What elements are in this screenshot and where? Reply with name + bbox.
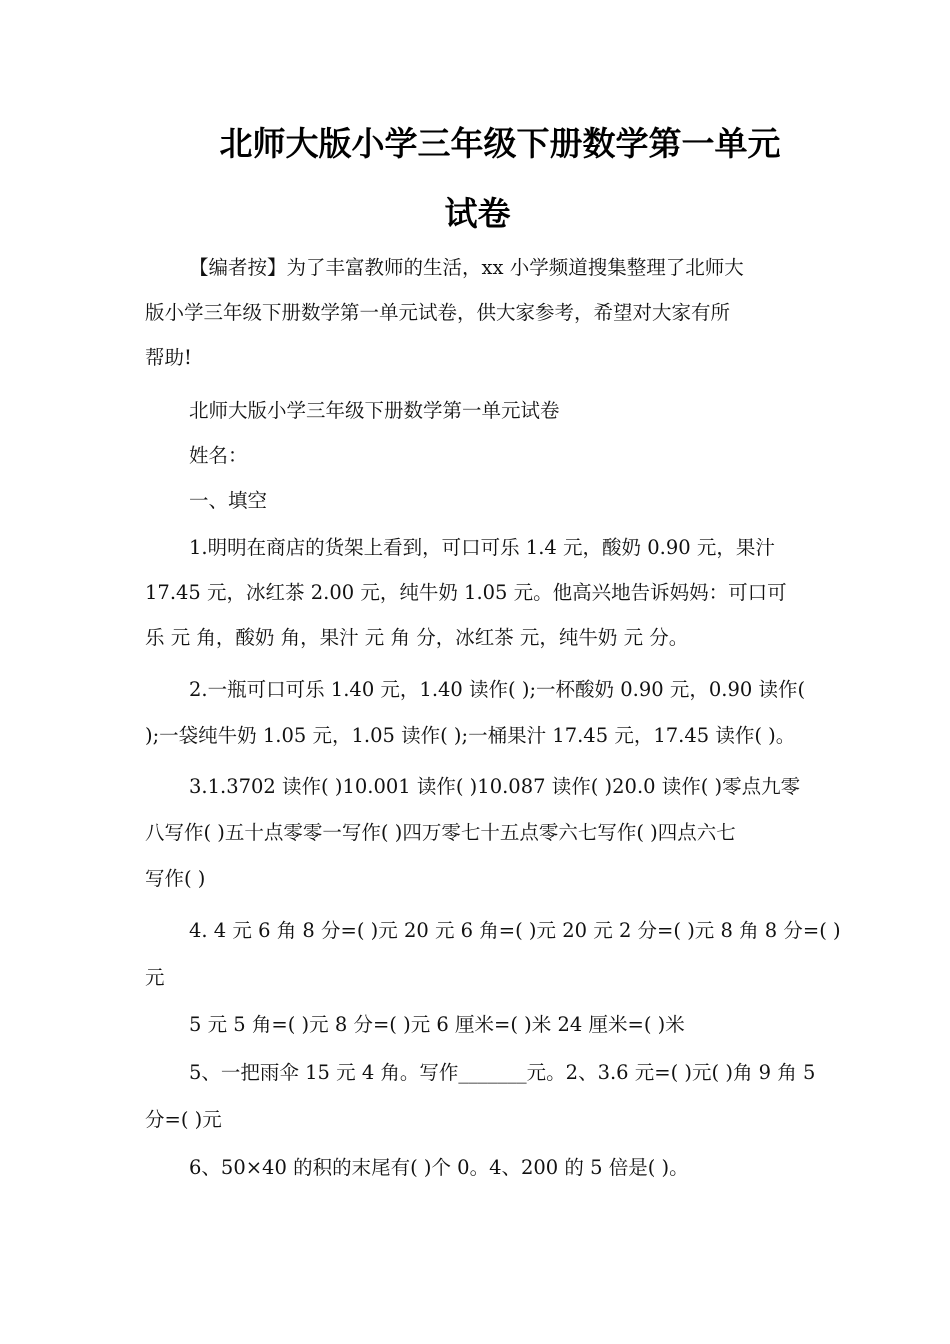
question-1-line-2: 17.45 元，冰红茶 2.00 元，纯牛奶 1.05 元。他高兴地告诉妈妈：可口可 <box>145 581 787 604</box>
question-6-line-1: 6、50×40 的积的末尾有( )个 0。4、200 的 5 倍是( )。 <box>189 1156 689 1179</box>
question-5-line-2: 分=( )元 <box>145 1108 222 1131</box>
question-4-line-2: 元 <box>145 966 165 989</box>
intro-line-1: 【编者按】为了丰富教师的生活，xx 小学频道搜集整理了北师大 <box>189 256 744 279</box>
question-1-line-1: 1.明明在商店的货架上看到，可口可乐 1.4 元，酸奶 0.90 元，果汁 <box>189 536 775 559</box>
question-2-line-2: );一袋纯牛奶 1.05 元，1.05 读作( );一桶果汁 17.45 元，17.45 读作( )。 <box>145 724 796 747</box>
question-2-line-1: 2.一瓶可口可乐 1.40 元，1.40 读作( );一杯酸奶 0.90 元，0.90 读作( <box>189 678 806 701</box>
section-heading: 一、填空 <box>189 489 268 512</box>
document-title-line-1: 北师大版小学三年级下册数学第一单元 <box>219 124 781 163</box>
question-3-line-1: 3.1.3702 读作( )10.001 读作( )10.087 读作( )20.0 读作( )零点九零 <box>189 775 801 798</box>
question-4-line-1: 4. 4 元 6 角 8 分=( )元 20 元 6 角=( )元 20 元 2 分=( )元 8 角 8 分=( ) <box>189 919 841 942</box>
question-3-line-2: 八写作( )五十点零零一写作( )四万零七十五点零六七写作( )四点六七 <box>145 821 736 844</box>
name-label: 姓名： <box>189 444 248 467</box>
subtitle-line: 北师大版小学三年级下册数学第一单元试卷 <box>189 399 560 422</box>
question-3-line-3: 写作( ) <box>145 867 206 890</box>
intro-line-3: 帮助! <box>145 346 192 369</box>
question-1-line-3: 乐 元 角，酸奶 角，果汁 元 角 分，冰红茶 元，纯牛奶 元 分。 <box>145 626 689 649</box>
question-5-line-1: 5、一把雨伞 15 元 4 角。写作_______元。2、3.6 元=( )元( )角 9 角 5 <box>189 1061 816 1084</box>
intro-line-2: 版小学三年级下册数学第一单元试卷，供大家参考，希望对大家有所 <box>145 301 731 324</box>
document-title-line-2: 试卷 <box>444 194 511 233</box>
question-4-line-3: 5 元 5 角=( )元 8 分=( )元 6 厘米=( )米 24 厘米=( )米 <box>189 1013 685 1036</box>
